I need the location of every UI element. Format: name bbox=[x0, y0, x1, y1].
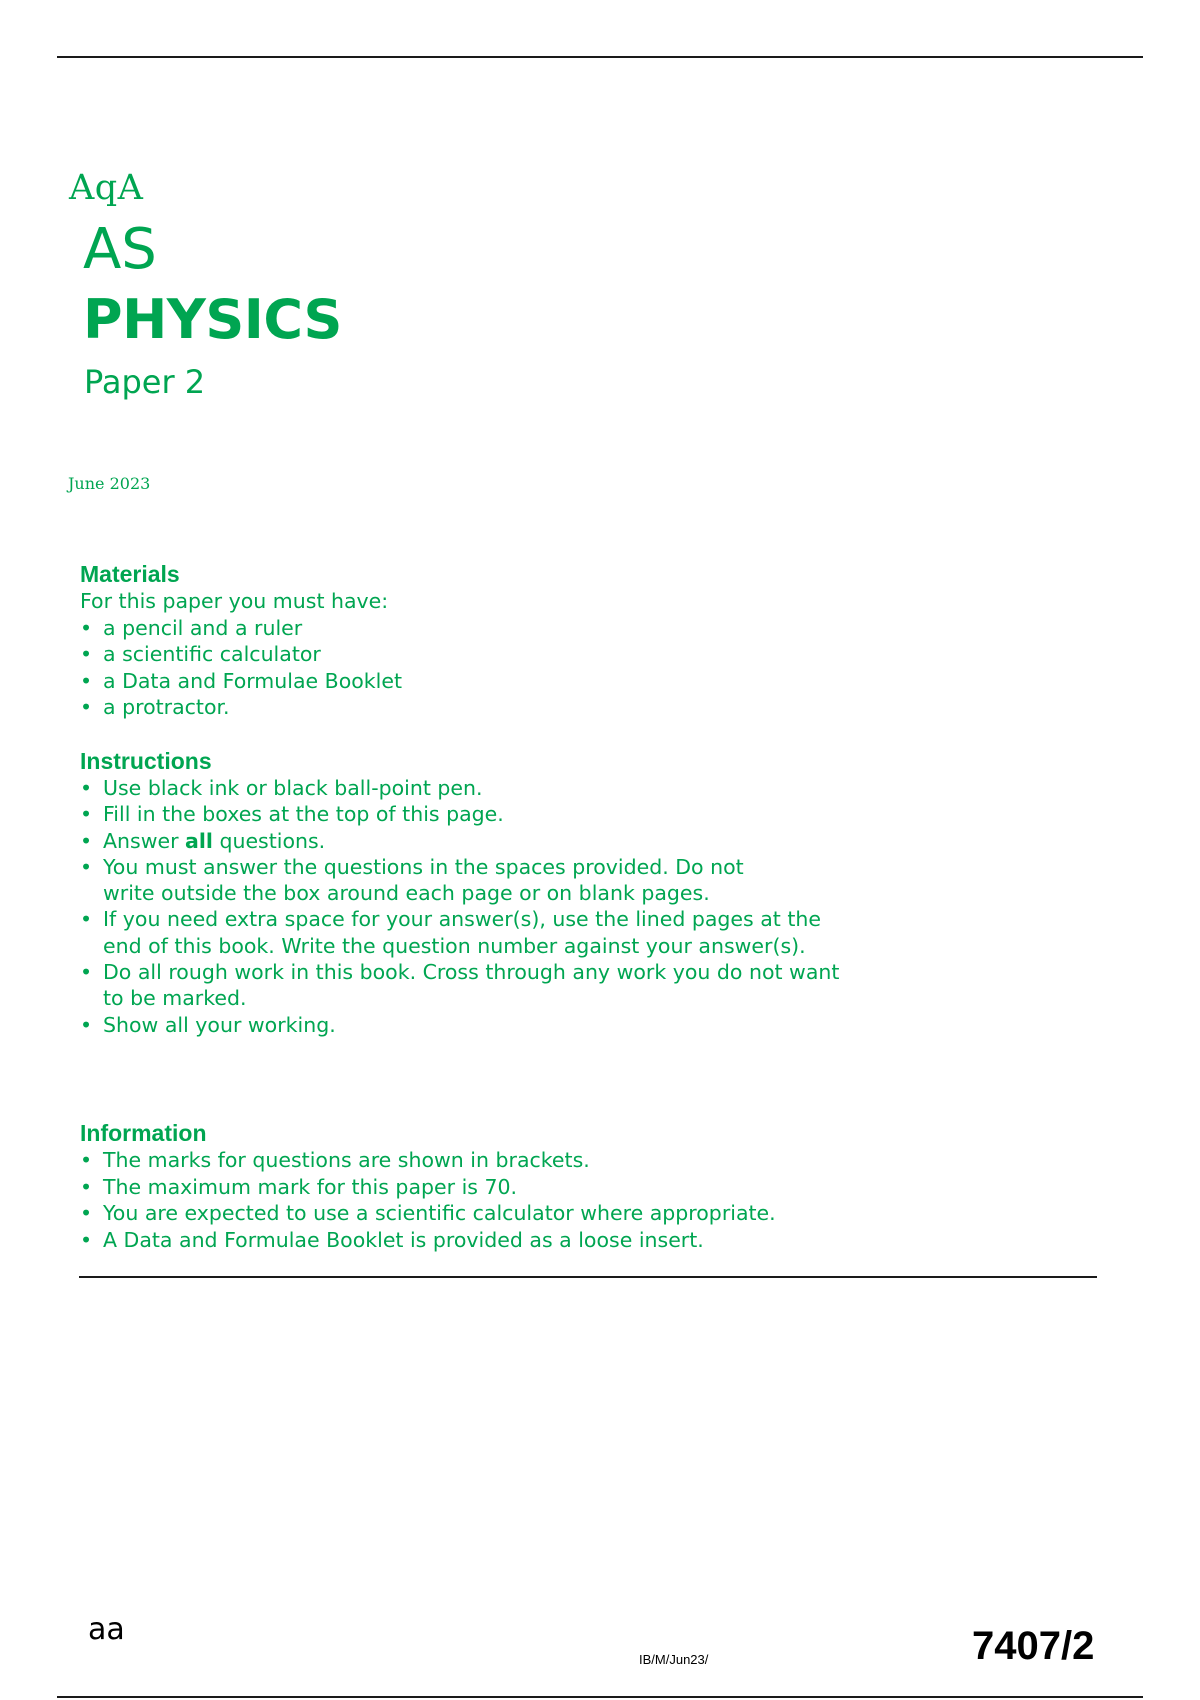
paper-code: 7407/2 bbox=[972, 1624, 1095, 1668]
section-divider bbox=[79, 1276, 1097, 1278]
exam-date: June 2023 bbox=[68, 474, 151, 493]
instructions-item: • Fill in the boxes at the top of this page. bbox=[80, 801, 900, 827]
footer-reference: IB/M/Jun23/ bbox=[639, 1652, 709, 1667]
information-item: • You are expected to use a scientific calculator where appropriate. bbox=[80, 1200, 900, 1227]
materials-intro: For this paper you must have: bbox=[80, 589, 389, 613]
materials-item: • a Data and Formulae Booklet bbox=[80, 668, 900, 695]
materials-item: • a protractor. bbox=[80, 694, 900, 721]
materials-section bbox=[80, 560, 900, 721]
instructions-item: • Do all rough work in this book. Cross through any work you do not want to be marked. bbox=[80, 959, 863, 1012]
materials-item: • a pencil and a ruler bbox=[80, 615, 900, 642]
instructions-item: • If you need extra space for your answer(s), use the lined pages at the end of this book. Write the question number against your answer(s). bbox=[80, 906, 863, 959]
instructions-list bbox=[80, 775, 900, 1038]
information-item: • The maximum mark for this paper is 70. bbox=[80, 1174, 900, 1201]
paper-number: Paper 2 bbox=[84, 363, 206, 401]
information-section bbox=[80, 1119, 900, 1253]
information-item: • A Data and Formulae Booklet is provided as a loose insert. bbox=[80, 1227, 900, 1254]
information-list bbox=[80, 1147, 900, 1253]
top-rule bbox=[57, 56, 1143, 58]
instructions-section bbox=[80, 747, 900, 1038]
information-heading: Information bbox=[80, 1120, 207, 1146]
instructions-item: • Use black ink or black ball-point pen. bbox=[80, 775, 900, 801]
aqa-logo: AqA bbox=[69, 168, 144, 208]
instructions-item: • Show all your working. bbox=[80, 1012, 900, 1038]
footer-mark: aa bbox=[88, 1612, 125, 1647]
materials-list bbox=[80, 615, 900, 721]
qualification-level: AS bbox=[83, 217, 157, 282]
materials-heading: Materials bbox=[80, 561, 180, 587]
materials-item: • a scientific calculator bbox=[80, 641, 900, 668]
instructions-heading: Instructions bbox=[80, 748, 212, 774]
information-item: • The marks for questions are shown in brackets. bbox=[80, 1147, 900, 1174]
instructions-item: • Answer all questions. bbox=[80, 828, 900, 854]
instructions-item: • You must answer the questions in the spaces provided. Do not write outside the box around each page or on blank pages. bbox=[80, 854, 793, 907]
bottom-rule bbox=[57, 1696, 1143, 1698]
subject-title: PHYSICS bbox=[83, 288, 342, 351]
